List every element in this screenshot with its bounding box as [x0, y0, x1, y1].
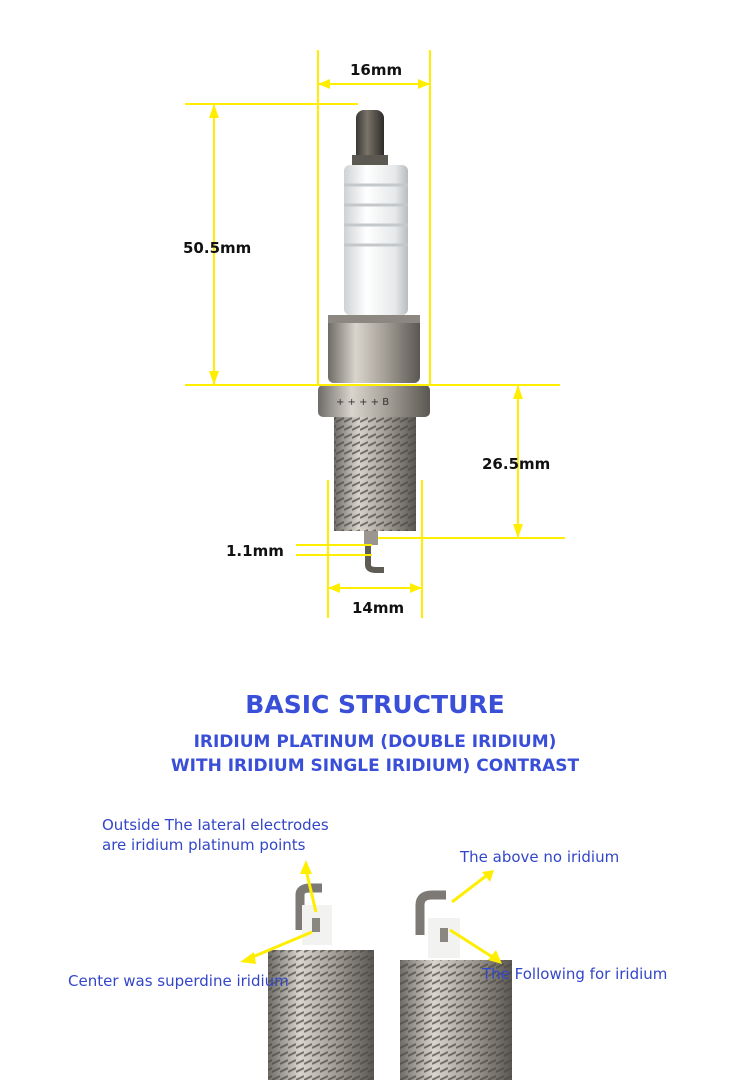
gasket-marking: + + + + B [336, 397, 390, 408]
hex-body [328, 315, 420, 383]
ceramic-insulator [344, 165, 408, 315]
dimension-length-upper-label: 50.5mm [183, 239, 252, 257]
callout-outside-line-2: are iridium platinum points [102, 836, 306, 854]
callout-arrows [240, 860, 502, 964]
callout-outside-line-1: Outside The Iateral electrodes [102, 816, 329, 834]
callout-following: The Following for iridium [482, 965, 668, 983]
dimension-thread-diameter-label: 14mm [352, 599, 405, 617]
single-iridium-plug [400, 895, 512, 1080]
thread-body [334, 417, 416, 531]
section-title: BASIC STRUCTURE [245, 690, 505, 719]
terminal-top [352, 110, 388, 167]
arrow-up-icon [300, 860, 312, 874]
callout-center: Center was superdine iridium [68, 972, 289, 990]
dimension-length-thread-label: 26.5mm [482, 455, 551, 473]
section-subtitle-line-2: WITH IRIDIUM SINGLE IRIDIUM) CONTRAST [170, 756, 580, 776]
callout-above: The above no iridium [460, 848, 620, 866]
arrow-left-icon [240, 952, 256, 964]
dimension-width-top-label: 16mm [350, 61, 403, 79]
section-subtitle-line-1: IRIDIUM PLATINUM (DOUBLE IRIDIUM) [193, 732, 557, 752]
dimension-gap-label: 1.1mm [226, 542, 284, 560]
ground-electrode [364, 531, 384, 570]
